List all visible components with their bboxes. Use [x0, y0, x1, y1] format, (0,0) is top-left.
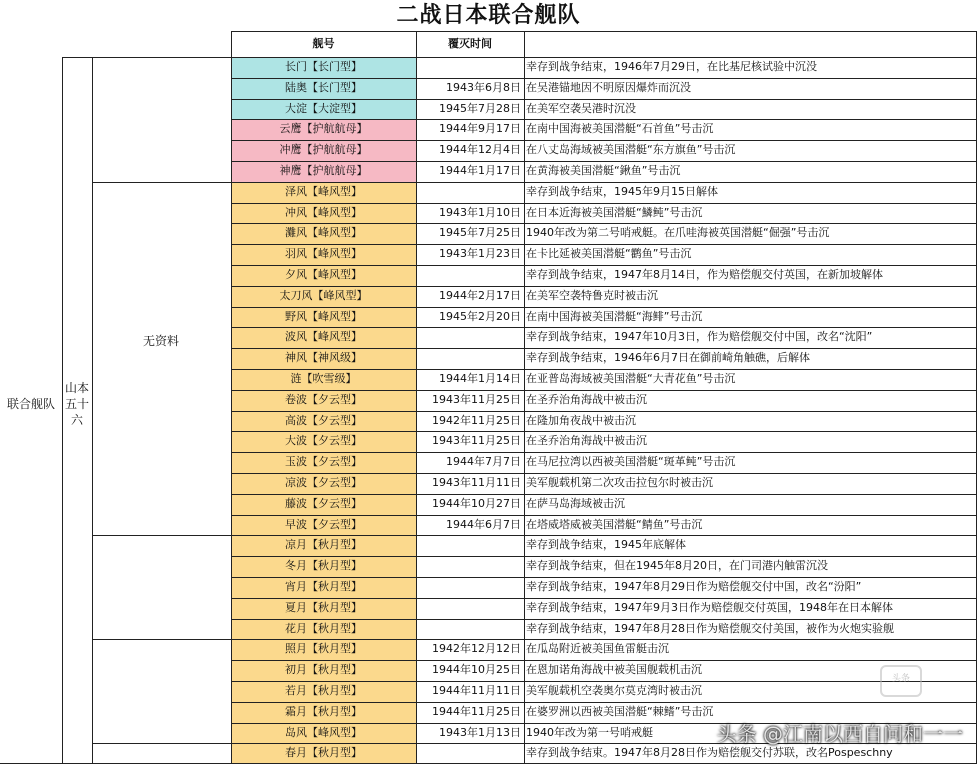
sunk-date — [416, 577, 524, 598]
sunk-date — [416, 265, 524, 286]
grid-line — [92, 743, 231, 744]
row-divider — [231, 494, 977, 495]
sunk-date: 1943年11月25日 — [432, 434, 521, 448]
ship-name: 凉波【夕云型】 — [231, 473, 416, 494]
sunk-date — [416, 743, 524, 764]
sunk-date: 1945年2月20日 — [439, 309, 521, 323]
grid-line — [92, 535, 231, 536]
sunk-date: 1944年6月7日 — [446, 517, 521, 531]
grid-line — [92, 57, 93, 764]
row-divider — [231, 78, 977, 79]
grid-line — [524, 31, 525, 764]
ship-name: 霜月【秋月型】 — [231, 702, 416, 723]
row-divider — [231, 556, 977, 557]
row-divider — [231, 619, 977, 620]
row-divider — [231, 140, 977, 141]
ship-fate: 在南中国海被美国潜艇“石首鱼”号击沉 — [526, 122, 714, 136]
ship-name: 冬月【秋月型】 — [231, 556, 416, 577]
ship-name: 羽风【峰风型】 — [231, 244, 416, 265]
ship-name: 灘风【峰风型】 — [231, 223, 416, 244]
ship-name: 花月【秋月型】 — [231, 619, 416, 640]
ship-fate: 在隆加角夜战中被击沉 — [526, 413, 636, 427]
ship-name: 照月【秋月型】 — [231, 639, 416, 660]
row-divider — [231, 265, 977, 266]
ship-name: 野风【峰风型】 — [231, 307, 416, 328]
sunk-date: 1943年1月23日 — [439, 247, 521, 261]
row-divider — [231, 598, 977, 599]
sunk-date — [416, 327, 524, 348]
sunk-date: 1944年1月14日 — [439, 372, 521, 385]
ship-fate: 1940年改为第二号哨戒艇。在爪哇海被英国潜艇“倔强”号击沉 — [526, 226, 830, 240]
ship-name: 高波【夕云型】 — [231, 411, 416, 432]
ship-fate: 在卡比延被美国潜艇“鹳鱼”号击沉 — [526, 247, 692, 261]
stamp-logo: 头条 — [880, 665, 922, 697]
row-divider — [231, 431, 977, 432]
row-divider — [231, 473, 977, 474]
sunk-date: 1942年12月12日 — [432, 642, 521, 656]
sunk-date — [416, 57, 524, 78]
header-date: 覆灭时间 — [448, 37, 492, 50]
row-divider — [231, 327, 977, 328]
row-divider — [231, 452, 977, 453]
watermark: 头条 @江南以西自问和一一 — [716, 722, 963, 746]
ship-name: 神风【神风级】 — [231, 348, 416, 369]
ship-name: 陆奥【长门型】 — [231, 78, 416, 99]
sunk-date: 1944年10月25日 — [432, 663, 521, 677]
ship-fate: 幸存到战争结束，1947年8月28日作为赔偿舰交付美国，被作为火炮实验舰 — [526, 621, 894, 635]
grid-line — [62, 57, 231, 58]
sunk-date: 1943年6月8日 — [446, 80, 521, 94]
ship-fate: 幸存到战争结束，1946年7月29日，在比基尼核试验中沉没 — [526, 60, 817, 73]
commander-label: 山本 五十 六 — [64, 381, 89, 427]
ship-fate: 在圣乔治角海战中被击沉 — [526, 434, 647, 448]
ship-fate: 在圣乔治角海战中被击沉 — [526, 392, 647, 406]
ship-name: 冲风【峰风型】 — [231, 203, 416, 224]
ship-name: 云鹰【护航航母】 — [231, 119, 416, 140]
row-divider — [231, 535, 977, 536]
sunk-date: 1942年11月25日 — [432, 413, 521, 427]
ship-name: 初月【秋月型】 — [231, 660, 416, 681]
header-name: 舰号 — [312, 37, 335, 50]
fleet-label: 联合舰队 — [6, 397, 55, 411]
row-divider — [231, 99, 977, 100]
row-divider — [231, 119, 977, 120]
row-divider — [231, 390, 977, 391]
grid-line — [92, 182, 231, 183]
grid-line — [231, 57, 977, 58]
ship-name: 卷波【夕云型】 — [231, 390, 416, 411]
page-title: 二战日本联合舰队 — [396, 3, 581, 28]
row-divider — [231, 369, 977, 370]
ship-fate: 在黄海被美国潜艇“鍬鱼”号击沉 — [526, 164, 681, 177]
ship-name: 大淀【大淀型】 — [231, 99, 416, 120]
grid-line — [92, 639, 231, 640]
ship-name: 涟【吹雪级】 — [231, 369, 416, 390]
row-divider — [231, 411, 977, 412]
sunk-date: 1943年1月10日 — [439, 205, 521, 219]
sunk-date: 1944年11月25日 — [432, 704, 521, 718]
ship-fate: 幸存到战争结束，1945年底解体 — [526, 538, 686, 552]
sunk-date: 1944年1月17日 — [439, 164, 521, 177]
ship-fate: 美军舰载机空袭奥尔莫克湾时被击沉 — [526, 684, 702, 697]
ship-fate: 幸存到战争结束，1947年10月3日，作为赔偿舰交付中国，改名“沈阳” — [526, 330, 873, 344]
no-info-label: 无资料 — [142, 334, 179, 348]
sunk-date: 1944年12月4日 — [439, 143, 521, 157]
row-divider — [231, 182, 977, 183]
sunk-date: 1943年11月11日 — [432, 476, 521, 489]
ship-name: 夕风【峰风型】 — [231, 265, 416, 286]
row-divider — [231, 577, 977, 578]
sunk-date: 1943年1月13日 — [439, 725, 521, 739]
ship-name: 岛风【峰风型】 — [231, 723, 416, 744]
ship-fate: 在塔威塔威被美国潜艇“鲭鱼”号击沉 — [526, 517, 703, 531]
ship-name: 长门【长门型】 — [231, 57, 416, 78]
grid-line — [231, 31, 977, 32]
sunk-date — [416, 619, 524, 640]
sunk-date — [416, 556, 524, 577]
sunk-date — [416, 348, 524, 369]
ship-fate: 在八丈岛海域被美国潜艇“东方旗鱼”号击沉 — [526, 143, 736, 157]
ship-name: 玉波【夕云型】 — [231, 452, 416, 473]
ship-fate: 在吴港锚地因不明原因爆炸而沉没 — [526, 80, 691, 94]
sunk-date: 1945年7月28日 — [439, 101, 521, 115]
ship-fate: 幸存到战争结束。1947年8月28日作为赔偿舰交付苏联，改名Pospeschny — [526, 746, 893, 760]
row-divider — [231, 515, 977, 516]
row-divider — [231, 660, 977, 661]
sunk-date: 1945年7月25日 — [439, 226, 521, 240]
ship-name: 早波【夕云型】 — [231, 515, 416, 536]
row-divider — [231, 286, 977, 287]
ship-name: 太刀风【峰风型】 — [231, 286, 416, 307]
sunk-date: 1944年11月11日 — [432, 684, 521, 697]
ship-name: 藤波【夕云型】 — [231, 494, 416, 515]
ship-fate: 在恩加诺角海战中被美国舰载机击沉 — [526, 663, 702, 677]
ship-name: 夏月【秋月型】 — [231, 598, 416, 619]
ship-fate: 在萨马岛海域被击沉 — [526, 496, 625, 510]
ship-fate: 在美军空袭特鲁克时被击沉 — [526, 288, 658, 302]
row-divider — [231, 702, 977, 703]
sunk-date: 1943年11月25日 — [432, 392, 521, 406]
ship-fate: 在婆罗洲以西被美国潜艇“棘鳍”号击沉 — [526, 704, 714, 718]
ship-fate: 1940年改为第一号哨戒艇 — [526, 725, 653, 739]
ship-name: 若月【秋月型】 — [231, 681, 416, 702]
sunk-date — [416, 182, 524, 203]
ship-name: 大波【夕云型】 — [231, 431, 416, 452]
ship-fate: 在美军空袭吴港时沉没 — [526, 101, 636, 115]
sunk-date — [416, 535, 524, 556]
ship-name: 春月【秋月型】 — [231, 743, 416, 764]
ship-name: 宵月【秋月型】 — [231, 577, 416, 598]
ship-fate: 幸存到战争结束，但在1945年8月20日，在门司港内触雷沉没 — [526, 559, 828, 573]
row-divider — [231, 223, 977, 224]
sunk-date — [416, 598, 524, 619]
ship-fate: 在南中国海被美国潜艇“海鲱”号击沉 — [526, 309, 703, 323]
ship-fate: 幸存到战争结束，1946年6月7日在御前崎角触礁，后解体 — [526, 351, 810, 365]
row-divider — [231, 681, 977, 682]
row-divider — [231, 244, 977, 245]
ship-fate: 幸存到战争结束，1947年9月3日作为赔偿舰交付英国，1948年在日本解体 — [526, 600, 893, 614]
sunk-date: 1944年10月27日 — [432, 496, 521, 510]
ship-name: 冲鹰【护航航母】 — [231, 140, 416, 161]
ship-name: 凉月【秋月型】 — [231, 535, 416, 556]
row-divider — [231, 348, 977, 349]
sunk-date: 1944年2月17日 — [439, 288, 521, 302]
sunk-date: 1944年7月7日 — [446, 455, 521, 469]
grid-line — [231, 31, 232, 764]
row-divider — [231, 161, 977, 162]
ship-name: 神鹰【护航航母】 — [231, 161, 416, 182]
row-divider — [231, 639, 977, 640]
ship-fate: 在马尼拉湾以西被美国潜艇“斑革鲀”号击沉 — [526, 455, 736, 469]
ship-fate: 在瓜岛附近被美国鱼雷艇击沉 — [526, 642, 669, 656]
ship-fate: 幸存到战争结束，1945年9月15日解体 — [526, 184, 718, 198]
sunk-date: 1944年9月17日 — [439, 122, 521, 136]
grid-line — [416, 31, 417, 764]
ship-name: 波风【峰风型】 — [231, 327, 416, 348]
row-divider — [231, 307, 977, 308]
ship-fate: 幸存到战争结束，1947年8月14日，作为赔偿舰交付英国，在新加坡解体 — [526, 268, 883, 281]
ship-fate: 在亚普岛海域被美国潜艇“大青花鱼”号击沉 — [526, 372, 736, 385]
ship-fate: 在日本近海被美国潜艇“鱗鲀”号击沉 — [526, 205, 703, 219]
ship-name: 泽风【峰风型】 — [231, 182, 416, 203]
ship-fate: 美军舰载机第二次攻击拉包尔时被击沉 — [526, 476, 713, 489]
ship-fate: 幸存到战争结束，1947年8月29日作为赔偿舰交付中国，改名“汾阳” — [526, 580, 862, 593]
grid-line — [62, 57, 63, 764]
row-divider — [231, 203, 977, 204]
